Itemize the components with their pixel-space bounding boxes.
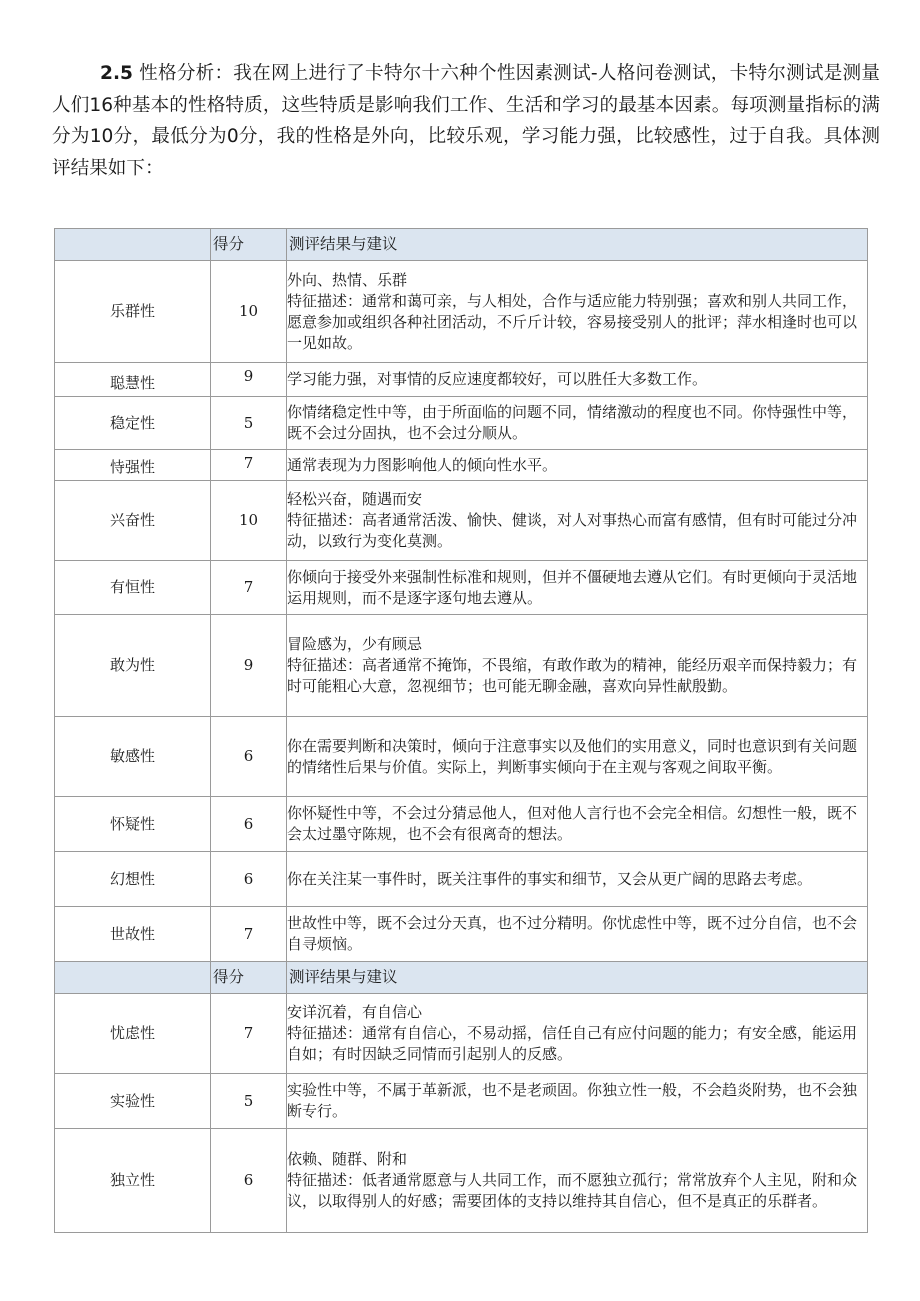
table-row (55, 561, 868, 615)
header-name (55, 962, 211, 994)
trait-score: 7 (211, 561, 287, 615)
trait-score: 6 (211, 717, 287, 797)
header-score: 得分 (211, 962, 287, 994)
trait-score: 9 (211, 615, 287, 717)
table-row (55, 1074, 868, 1129)
header-result: 测评结果与建议 (287, 962, 868, 994)
desc-line: 世故性中等，既不会过分天真，也不过分精明。你忧虑性中等，既不过分自信，也不会自寻烦恼。 (287, 914, 858, 953)
desc-line: 特征描述：低者通常愿意与人共同工作，而不愿独立孤行；常常放弃个人主见，附和众议，以取得别人的好感；需要团体的支持以维持其自信心，但不是真正的乐群者。 (287, 1171, 858, 1210)
section-label: 性格分析： (138, 63, 234, 84)
table-row (55, 852, 868, 907)
trait-name: 独立性 (55, 1129, 211, 1233)
trait-score: 7 (211, 907, 287, 962)
desc-line: 通常表现为力图影响他人的倾向性水平。 (287, 455, 558, 474)
desc-line: 实验性中等，不属于革新派，也不是老顽固。你独立性一般，不会趋炎附势，也不会独断专行。 (287, 1081, 858, 1120)
trait-name: 聪慧性 (55, 363, 211, 397)
table-row (55, 615, 868, 717)
desc-line: 安详沉着，有自信心 (287, 1003, 423, 1021)
trait-desc (287, 717, 868, 797)
trait-name: 有恒性 (55, 561, 211, 615)
trait-name: 兴奋性 (55, 481, 211, 561)
desc-line: 特征描述：通常和蔼可亲，与人相处，合作与适应能力特别强；喜欢和别人共同工作，愿意参加或组织各种社团活动，不斤斤计较，容易接受别人的批评；萍水相逢时也可以一见如故。 (287, 291, 858, 352)
table-row (55, 907, 868, 962)
desc-line: 依赖、随群、附和 (287, 1150, 408, 1168)
table-row (55, 450, 868, 481)
trait-score: 6 (211, 797, 287, 852)
trait-score: 10 (211, 481, 287, 561)
trait-desc (287, 450, 868, 481)
trait-name: 敏感性 (55, 717, 211, 797)
trait-score: 7 (211, 994, 287, 1074)
desc-line: 外向、热情、乐群 (287, 270, 408, 289)
trait-desc (287, 907, 868, 962)
header-result: 测评结果与建议 (287, 229, 868, 261)
desc-line: 你倾向于接受外来强制性标准和规则，但并不僵硬地去遵从它们。有时更倾向于灵活地运用规则，而不是逐字逐句地去遵从。 (287, 567, 858, 607)
trait-name: 怀疑性 (55, 797, 211, 852)
header-score: 得分 (211, 229, 287, 261)
trait-desc (287, 994, 868, 1074)
trait-name: 忧虑性 (55, 994, 211, 1074)
trait-name: 世故性 (55, 907, 211, 962)
trait-score: 5 (211, 1074, 287, 1129)
desc-line: 轻松兴奋，随遇而安 (287, 490, 423, 508)
desc-line: 学习能力强，对事情的反应速度都较好，可以胜任大多数工作。 (287, 370, 708, 388)
trait-name: 稳定性 (55, 397, 211, 450)
table-row (55, 397, 868, 450)
trait-score: 6 (211, 1129, 287, 1233)
intro-text: 我在网上进行了卡特尔十六种个性因素测试-人格问卷测试，卡特尔测试是测量人们16种基本的性格特质，这些特质是影响我们工作、生活和学习的最基本因素。每项测量指标的满分为10分，最低分为0分，我的性格是外向，比较乐观，学习能力强，比较感性，过于自我。具体测评结果如下： (52, 63, 880, 179)
table-header (55, 229, 868, 261)
trait-name: 恃强性 (55, 450, 211, 481)
trait-desc (287, 481, 868, 561)
trait-desc (287, 1129, 868, 1233)
table-row (55, 1129, 868, 1233)
trait-score: 10 (211, 261, 287, 363)
table-row (55, 261, 868, 363)
desc-line: 特征描述：高者通常不掩饰，不畏缩，有敢作敢为的精神，能经历艰辛而保持毅力；有时可能粗心大意，忽视细节；也可能无聊金融，喜欢向异性献殷勤。 (287, 656, 858, 695)
table-row (55, 994, 868, 1074)
desc-line: 特征描述：通常有自信心，不易动摇，信任自己有应付问题的能力；有安全感，能运用自如；有时因缺乏同情而引起别人的反感。 (287, 1024, 858, 1063)
table-header-repeat (55, 962, 868, 994)
table-row (55, 481, 868, 561)
section-number: 2.5 (100, 63, 133, 84)
trait-desc (287, 1074, 868, 1129)
trait-desc (287, 397, 868, 450)
intro-paragraph (52, 58, 880, 184)
table-row (55, 797, 868, 852)
trait-desc (287, 797, 868, 852)
trait-name: 幻想性 (55, 852, 211, 907)
header-name (55, 229, 211, 261)
trait-score: 7 (211, 450, 287, 481)
trait-desc (287, 615, 868, 717)
desc-line: 特征描述：高者通常活泼、愉快、健谈，对人对事热心而富有感情，但有时可能过分冲动，以致行为变化莫测。 (287, 511, 858, 550)
trait-name: 乐群性 (55, 261, 211, 363)
table-row (55, 363, 868, 397)
desc-line: 你情绪稳定性中等，由于所面临的问题不同，情绪激动的程度也不同。你恃强性中等，既不会过分固执，也不会过分顺从。 (287, 403, 858, 442)
trait-score: 5 (211, 397, 287, 450)
personality-results-table (54, 228, 868, 1233)
trait-name: 敢为性 (55, 615, 211, 717)
trait-score: 9 (211, 363, 287, 397)
desc-line: 你在需要判断和决策时，倾向于注意事实以及他们的实用意义，同时也意识到有关问题的情绪性后果与价值。实际上，判断事实倾向于在主观与客观之间取平衡。 (287, 736, 858, 776)
trait-desc (287, 561, 868, 615)
trait-name: 实验性 (55, 1074, 211, 1129)
desc-line: 冒险感为，少有顾忌 (287, 635, 423, 653)
trait-desc (287, 261, 868, 363)
trait-desc (287, 852, 868, 907)
table-row (55, 717, 868, 797)
desc-line: 你在关注某一事件时，既关注事件的事实和细节，又会从更广阔的思路去考虑。 (287, 869, 813, 888)
desc-line: 你怀疑性中等，不会过分猜忌他人，但对他人言行也不会完全相信。幻想性一般，既不会太过墨守陈规，也不会有很离奇的想法。 (287, 804, 858, 843)
trait-score: 6 (211, 852, 287, 907)
trait-desc (287, 363, 868, 397)
